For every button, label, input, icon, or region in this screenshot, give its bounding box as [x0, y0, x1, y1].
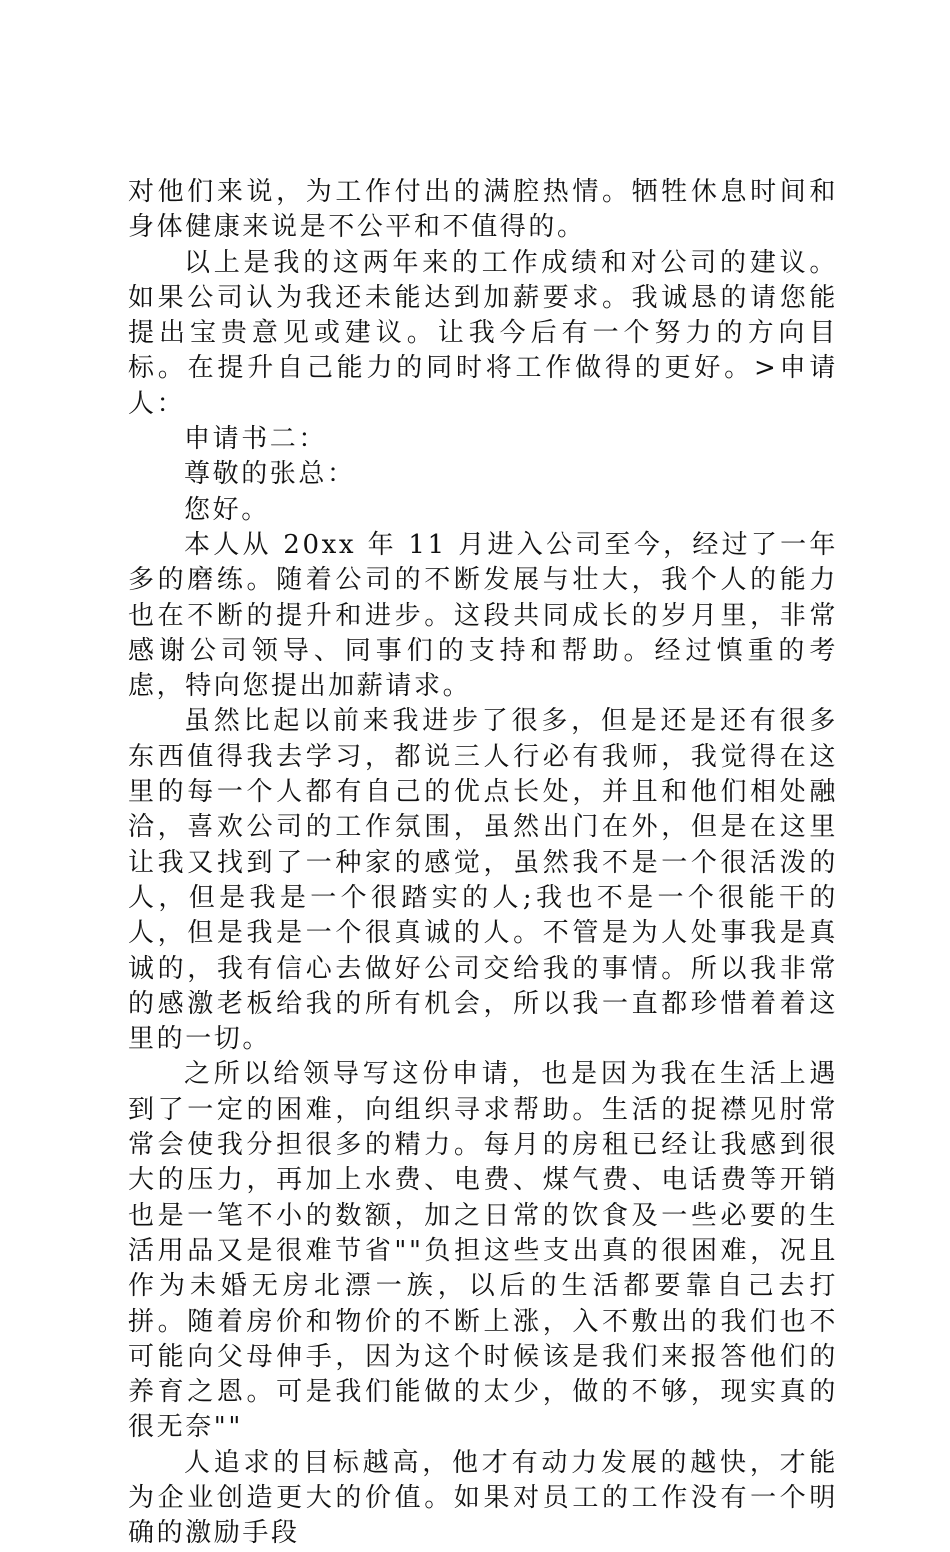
paragraph-closing-suggestion: 以上是我的这两年来的工作成绩和对公司的建议。如果公司认为我还未能达到加薪要求。我诚恳的请您能提出宝贵意见或建议。让我今后有一个努力的方向目标。在提升自己能力的同时将工作做得的更好。>申请人： — [128, 247, 838, 419]
paragraph-self-assessment: 虽然比起以前来我进步了很多，但是还是还有很多东西值得我去学习，都说三人行必有我师，我觉得在这里的每一个人都有自己的优点长处，并且和他们相处融洽，喜欢公司的工作氛围，虽然出门在外，但是在这里让我又找到了一种家的感觉，虽然我不是一个很活泼的人，但是我是一个很踏实的人;我也不是一个很能干的人，但是我是一个很真诚的人。不管是为人处事我是真诚的，我有信心去做好公司交给我的事情。所以我非常的感激老板给我的所有机会，所以我一直都珍惜着着这里的一切。 — [128, 706, 838, 1055]
salutation: 尊敬的张总： — [184, 459, 356, 490]
document-body — [128, 175, 838, 1552]
paragraph-financial-reasons: 之所以给领导写这份申请，也是因为我在生活上遇到了一定的困难，向组织寻求帮助。生活的捉襟见肘常常会使我分担很多的精力。每月的房租已经让我感到很大的压力，再加上水费、电费、煤气费、电话费等开销也是一笔不小的数额，加之日常的饮食及一些必要的生活用品又是很难节省""负担这些支出真的很困难，况且作为未婚无房北漂一族，以后的生活都要靠自己去打拼。随着房价和物价的不断上涨，入不敷出的我们也不可能向父母伸手，因为这个时候该是我们来报答他们的养育之恩。可是我们能做的太少，做的不够，现实真的很无奈"" — [128, 1059, 838, 1443]
paragraph-continuation: 对他们来说，为工作付出的满腔热情。牺牲休息时间和身体健康来说是不公平和不值得的。 — [128, 177, 838, 243]
paragraph-motivation: 人追求的目标越高，他才有动力发展的越快，才能为企业创造更大的价值。如果对员工的工作没有一个明确的激励手段 — [128, 1447, 838, 1549]
section-heading-application-two: 申请书二： — [184, 424, 328, 455]
greeting: 您好。 — [184, 494, 270, 525]
paragraph-introduction: 本人从 20xx 年 11 月进入公司至今，经过了一年多的磨练。随着公司的不断发展与壮大，我个人的能力也在不断的提升和进步。这段共同成长的岁月里，非常感谢公司领导、同事们的支持和帮助。经过慎重的考虑，特向您提出加薪请求。 — [128, 529, 838, 702]
